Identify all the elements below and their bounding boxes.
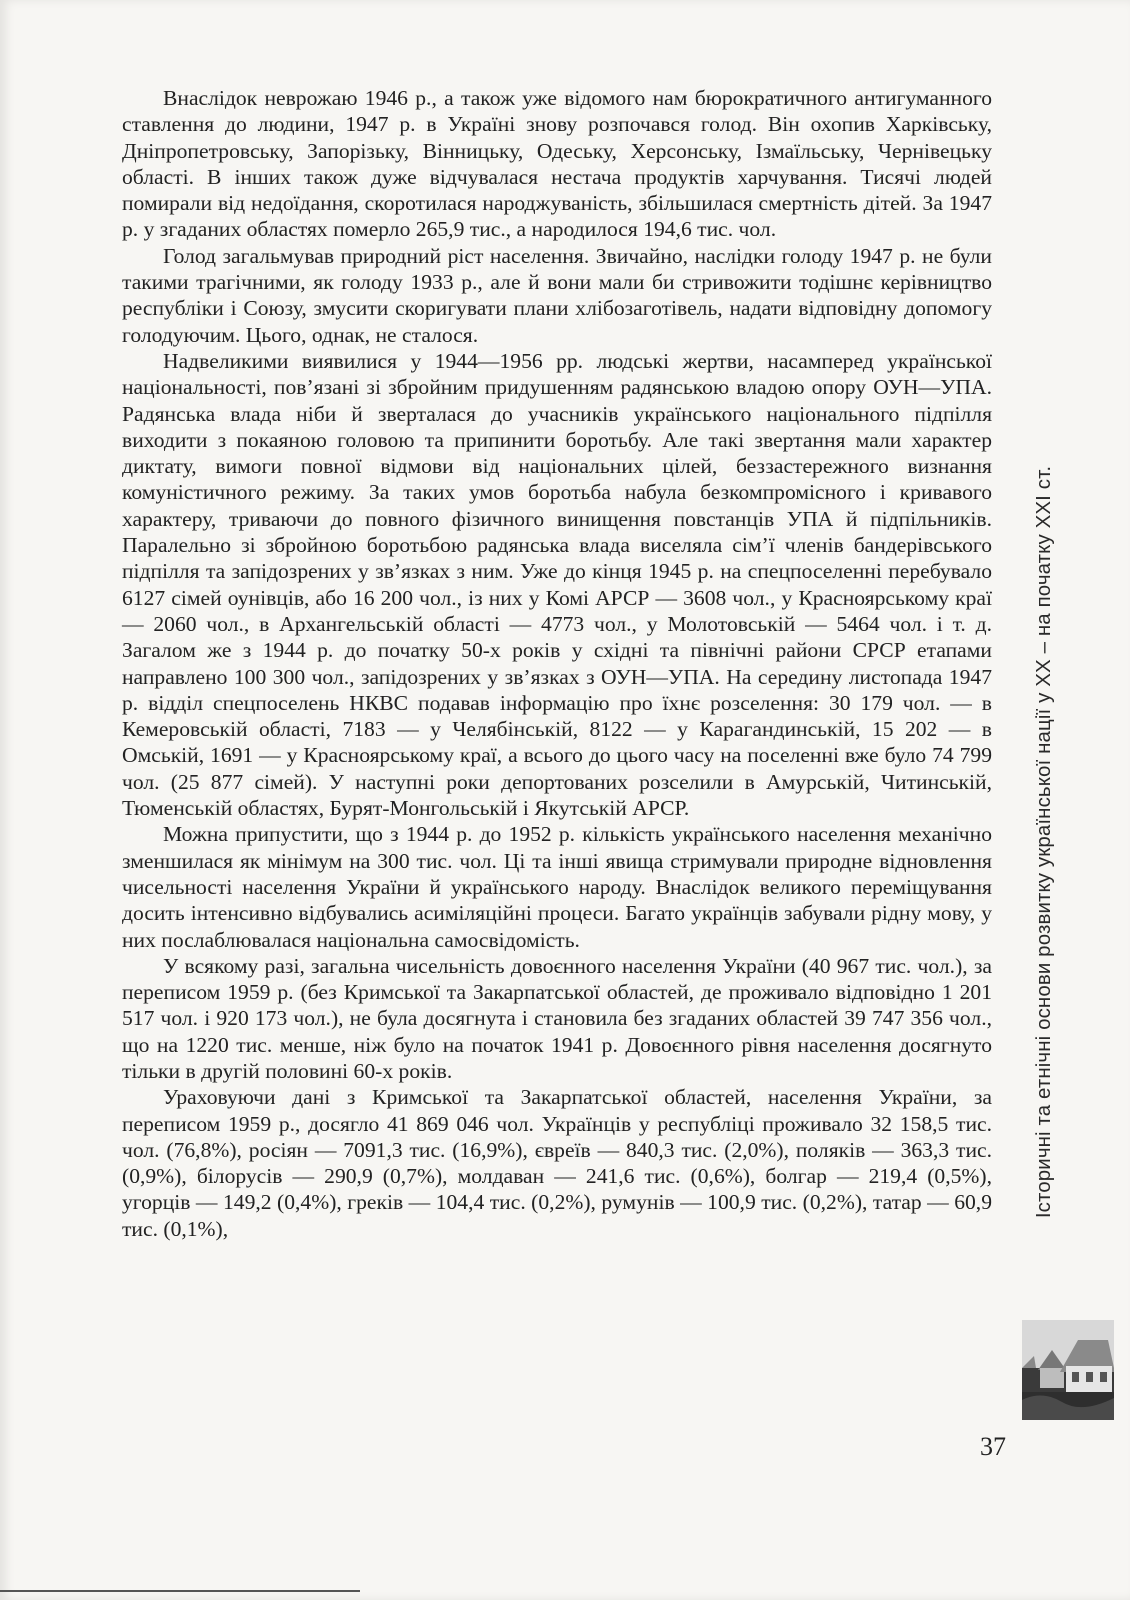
paragraph-6: Ураховуючи дані з Кримської та Закарпатської областей, населення України, за переписом 1959 р., досягло 41 869 046 чол. Українців у республіці проживало 32 158,5 тис. чол. (76,8%), росіян — 7091,3 тис. (16,9%), євреїв — 840,3 тис. (2,0%), поляків — 363,3 тис. (0,9%), білорусів — 290,9 (0,7%), молдаван — 241,6 тис. (0,6%), болгар — 219,4 (0,5%), угорців — 149,2 (0,4%), греків — 104,4 тис. (0,2%), румунів — 100,9 тис. (0,2%), татар — 60,9 тис. (0,1%), [122, 1085, 992, 1241]
paragraph-3: Надвеликими виявилися у 1944—1956 рр. людські жертви, насамперед української національності, пов’язані зі збройним придушенням радянською владою опору ОУН—УПА. Радянська влада ніби й зверталася до учасників українського національного підпілля виходити з покаяною головою та припинити боротьбу. Але такі звертання мали характер диктату, вимоги повної відмови від національних цілей, беззастережного визнання комуністичного режиму. За таких умов боротьба набула безкомпромісного і кривавого характеру, триваючи до повного фізичного винищення повстанців УПА й підпільників. Паралельно зі збройною боротьбою радянська влада виселяла сім’ї членів бандерівського підпілля та запідозрених у зв’язках з ним. Уже до кінця 1945 р. на спецпоселенні перебувало 6127 сімей оунівців, або 16 200 чол., із них у Комі АРСР — 3608 чол., у Красноярському краї — 2060 чол., в Архангельській області — 4773 чол., у Молотовській — 5464 чол. і т. д. Загалом же з 1944 р. до початку 50-х років у східні та північні райони СРСР етапами направлено 100 300 чол., запідозрених у зв’язках з ОУН—УПА. На середину листопада 1947 р. відділ спецпоселень НКВС подавав інформацію про їхнє розселення: 30 179 чол. — в Кемеровській області, 7183 — у Челябінській, 8122 — у Карагандинській, 15 202 — в Омській, 1691 — у Красноярському краї, а всього до цього часу на поселенні вже було 74 799 чол. (25 877 сімей). У наступні роки депортованих розселили в Амурській, Читинській, Тюменській областях, Бурят-Монгольській і Якутській АРСР. [122, 348, 992, 821]
running-title-container [1022, 412, 1066, 1272]
paragraph-2: Голод загальмував природний ріст населення. Звичайно, наслідки голоду 1947 р. не були такими трагічними, як голоду 1933 р., але й вони мали би стривожити тодішнє керівництво республіки і Союзу, змусити скоригувати плани хлібозаготівель, надати відповідну допомогу голодуючим. Цього, однак, не сталося. [122, 243, 992, 347]
page-body [122, 85, 992, 1242]
paragraph-4: Можна припустити, що з 1944 р. до 1952 р. кількість українського населення механічно зменшилася як мінімум на 300 тис. чол. Ці та інші явища стримували природне відновлення чисельності населення України й українського народу. Внаслідок великого переміщування досить інтенсивно відбувались асиміляційні процеси. Багато українців забували рідну мову, у них послаблювалася національна самосвідомість. [122, 822, 992, 952]
paragraph-1: Внаслідок неврожаю 1946 р., а також уже відомого нам бюрократичного антигуманного ставлення до людини, 1947 р. в Україні знову розпочався голод. Він охопив Харківську, Дніпропетровську, Запорізьку, Вінницьку, Одеську, Херсонську, Ізмаїльську, Чернівецьку області. В інших також дуже відчувалася нестача продуктів харчування. Тисячі людей помирали від недоїдання, скоротилася народжуваність, збільшилася смертність дітей. За 1947 р. у згаданих областях померло 265,9 тис., а народилося 194,6 тис. чол. [122, 86, 992, 242]
bottom-rule [0, 1590, 360, 1592]
page-number: 37 [980, 1432, 1006, 1461]
paragraph-5: У всякому разі, загальна чисельність довоєнного населення України (40 967 тис. чол.), за переписом 1959 р. (без Кримської та Закарпатської областей, де проживало відповідно 1 201 517 чол. і 920 173 чол.), не була досягнута і становила без згаданих областей 39 747 356 чол., що на 1220 тис. менше, ніж було на початок 1941 р. Довоєнного рівня населення досягнуто тільки в другій половині 60-х років. [122, 953, 992, 1083]
running-title: Історичні та етнічні основи розвитку української нації у XX – на початку XXI ст. [1032, 465, 1055, 1219]
building-photo-icon [1022, 1320, 1114, 1420]
